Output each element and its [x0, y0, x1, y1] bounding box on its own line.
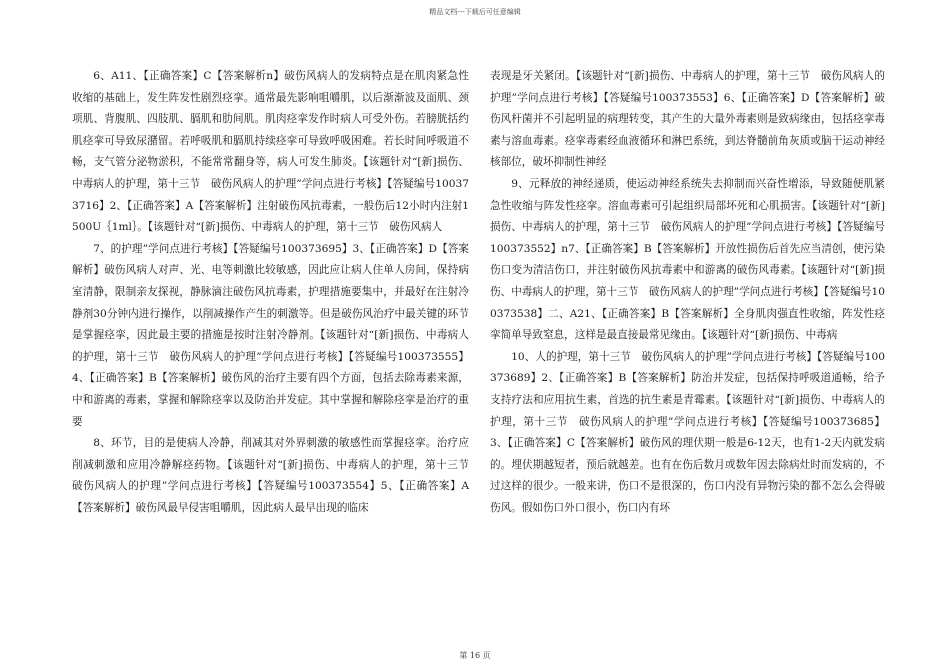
left-column — [72, 66, 480, 519]
paragraph: 9、元释放的神经递质，使运动神经系统失去抑制而兴奋性增添，导致随便肌紧急性收缩与阵发性痉挛。溶血毒素可引起组织局部坏死和心肌损害。【该题针对“[新]损伤、中毒病人的护理，第十三节 破伤风病人的护理”学问点进行考核】【答疑编号100373552】n7、【正确答案】B【答案解析】开放性损伤后首先应当清创，使污染伤口变为清洁伤口，并注射破伤风抗毒素中和游离的破伤风毒素。【该题针对“[新]损伤、中毒病人的护理，第十三节 破伤风病人的护理”学问点进行考核】【答疑编号100373538】二、A21、【正确答案】B【答案解析】全身肌肉强直性收缩，阵发性痉挛简单导致窒息，这样是最直接最常见缘由。【该题针对“[新]损伤、中毒病 — [490, 177, 885, 342]
paragraph: 表现是牙关紧闭。【该题针对“[新]损伤、中毒病人的护理，第十三节 破伤风病人的护理”学问点进行考核】【答疑编号100373553】6、【正确答案】D【答案解析】破伤风杆菌并不引起明显的病理转变，其产生的大量外毒素则是致病缘由，包括痉挛毒素与溶血毒素。痉挛毒素经血液循环和淋巴系统，到达脊髓前角灰质或脑干运动神经核部位，破坏抑制性神经 — [490, 70, 885, 169]
page-number: 第 16 页 — [459, 651, 491, 660]
paragraph: 7、的护理”学问点进行考核】【答疑编号100373695】3、【正确答案】D【答案解析】破伤风病人对声、光、电等刺激比较敏感，因此应让病人住单人房间，保持病室清静，限制亲友探视，静脉滴注破伤风抗毒素，护理措施要集中，并最好在注射冷静剂30分钟内进行操作，以削减操作产生的刺激等。但是破伤风治疗中最关键的环节是掌握痉挛，因此最主要的措施是按时注射冷静剂。【该题针对“[新]损伤、中毒病人的护理，第十三节 破伤风病人的护理”学问点进行考核】【答疑编号100373555】4、【正确答案】B【答案解析】破伤风的治疗主要有四个方面，包括去除毒素来源，中和游离的毒素，掌握和解除痉挛以及防治并发症。其中掌握和解除痉挛是治疗的重要 — [72, 242, 469, 428]
paragraph: 10、人的护理，第十三节 破伤风病人的护理”学问点进行考核】【答疑编号100373689】2、【正确答案】B【答案解析】防治并发症，包括保持呼吸道通畅，给予支持疗法和应用抗生素，首选的抗生素是青霉素。【该题针对“[新]损伤、中毒病人的护理，第十三节 破伤风病人的护理”学问点进行考核】【答疑编号100373685】3、【正确答案】C【答案解析】破伤风的理伏期一般是6-12天，也有1-2天内就发病的。埋伏期越短者，预后就越差。也有在伤后数月或数年因去除病灶时而发病的，不过这样的很少。一般来讲，伤口不是很深的，伤口内没有异物污染的都不怎么会得破伤风。假如伤口外口很小，伤口内有坏 — [490, 350, 885, 514]
paragraph: 8、环节，目的是使病人冷静，削减其对外界刺激的敏感性而掌握痉挛。治疗应削减刺激和应用冷静解痉药物。【该题针对“[新]损伤、中毒病人的护理，第十三节 破伤风病人的护理”学问点进行考核】【答疑编号100373554】5、【正确答案】A【答案解析】破伤风最早侵害咀嚼肌，因此病人最早出现的临床 — [72, 437, 480, 514]
right-column — [490, 66, 885, 519]
page-header: 精品文档---下载后可任意编辑 — [429, 8, 521, 16]
paragraph: 6、A11、【正确答案】C【答案解析n】破伤风病人的发病特点是在肌肉紧急性收缩的基础上，发生阵发性剧烈痉挛。通常最先影响咀嚼肌，以后渐渐波及面肌、颈项肌、背腹肌、四肢肌、膈肌和肋间肌。肌肉痉挛发作时病人可受外伤。若膀胱括约肌痉挛可导致尿潴留。若呼吸肌和膈肌持续痉挛可导致呼吸困难。若长时间呼吸道不畅，支气管分泌物淤积，不能常常翻身等，病人可发生肺炎。【该题针对“[新]损伤、中毒病人的护理，第十三节 破伤风病人的护理”学问点进行考核】【答疑编号100373716】2、【正确答案】A【答案解析】注射破伤风抗毒素，一般伤后12小时内注射1500U｛1ml｝。【该题针对“[新]损伤、中毒病人的护理，第十三节 破伤风病人 — [72, 70, 469, 234]
